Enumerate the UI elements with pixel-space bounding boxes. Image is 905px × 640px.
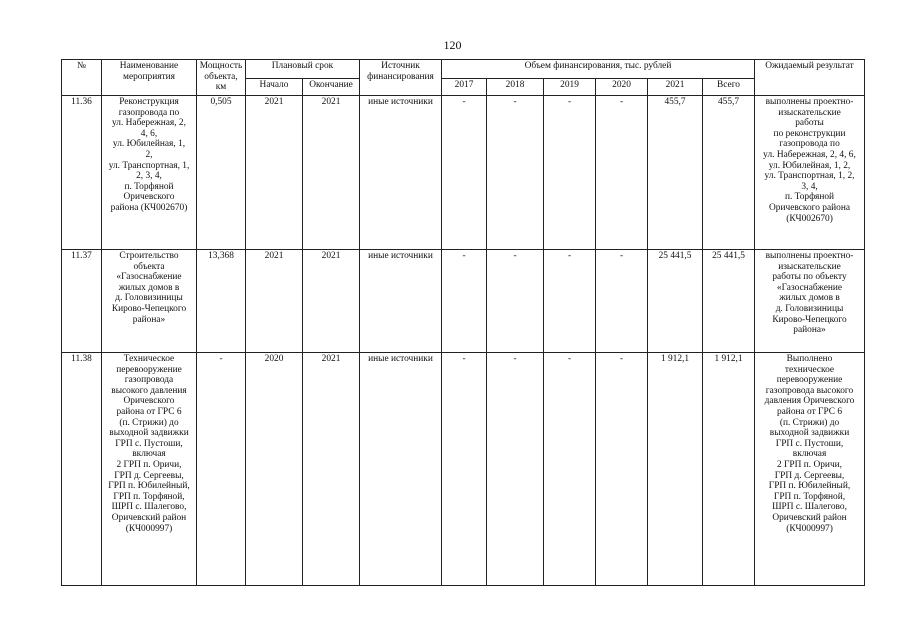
header-funding-volume: Объем финансирования, тыс. рублей [442, 60, 755, 79]
header-no: № [62, 60, 102, 96]
row-2020: - [596, 353, 648, 586]
header-year-2021: 2021 [648, 79, 703, 96]
row-source: иные источники [360, 353, 442, 586]
row-2021: 25 441,5 [648, 250, 703, 353]
header-year-2017: 2017 [442, 79, 487, 96]
header-planned-term: Плановый срок [246, 60, 360, 79]
financing-table [61, 59, 865, 586]
row-end: 2021 [303, 96, 360, 250]
row-start: 2021 [246, 96, 303, 250]
row-start: 2020 [246, 353, 303, 586]
row-capacity: 13,368 [197, 250, 246, 353]
row-no: 11.36 [62, 96, 102, 250]
row-result: Выполнено техническое перевооружение газопровода высокого давления Оричевского района от ГРС 6 (п. Стрижи) до выходной задвижки ГРП с. Пустоши, включая 2 ГРП п. Оричи, ГРП д. Сергеевы, ГРП п. Юбилейный, ГРП п. Торфяной, ШРП с. Шалегово, Оричевский район (КЧ000997) [755, 353, 865, 586]
row-total: 25 441,5 [703, 250, 755, 353]
row-no: 11.37 [62, 250, 102, 353]
row-total: 455,7 [703, 96, 755, 250]
row-result: выполнены проектно- изыскательские работы по объекту «Газоснабжение жилых домов в д. Головизиницы Кирово-Чепецкого района» [755, 250, 865, 353]
row-name: Строительство объекта «Газоснабжение жилых домов в д. Головизиницы Кирово-Чепецкого района» [102, 250, 197, 353]
row-name: Реконструкция газопровода по ул. Набережная, 2, 4, 6, ул. Юбилейная, 1, 2, ул. Транспортная, 1, 2, 3, 4, п. Торфяной Оричевского района (КЧ002670) [102, 96, 197, 250]
row-2017: - [442, 353, 487, 586]
header-end: Окончание [303, 79, 360, 96]
header-name: Наименование мероприятия [102, 60, 197, 96]
header-year-2020: 2020 [596, 79, 648, 96]
row-start: 2021 [246, 250, 303, 353]
row-2019: - [544, 250, 596, 353]
row-2021: 1 912,1 [648, 353, 703, 586]
row-2018: - [487, 353, 544, 586]
header-source: Источник финансирования [360, 60, 442, 96]
page-number: 120 [443, 38, 462, 52]
row-2017: - [442, 250, 487, 353]
row-2020: - [596, 96, 648, 250]
row-2019: - [544, 96, 596, 250]
row-source: иные источники [360, 250, 442, 353]
header-total: Всего [703, 79, 755, 96]
row-source: иные источники [360, 96, 442, 250]
row-2019: - [544, 353, 596, 586]
row-no: 11.38 [62, 353, 102, 586]
row-2021: 455,7 [648, 96, 703, 250]
table-row [62, 250, 865, 353]
header-capacity: Мощность объекта, км [197, 60, 246, 96]
row-2018: - [487, 250, 544, 353]
row-end: 2021 [303, 250, 360, 353]
row-end: 2021 [303, 353, 360, 586]
row-2018: - [487, 96, 544, 250]
row-2020: - [596, 250, 648, 353]
header-expected-result: Ожидаемый результат [755, 60, 865, 96]
row-total: 1 912,1 [703, 353, 755, 586]
header-year-2019: 2019 [544, 79, 596, 96]
row-capacity: 0,505 [197, 96, 246, 250]
row-capacity: - [197, 353, 246, 586]
header-start: Начало [246, 79, 303, 96]
row-name: Техническое перевооружение газопровода высокого давления Оричевского района от ГРС 6 (п. Стрижи) до выходной задвижки ГРП с. Пустоши, включая 2 ГРП п. Оричи, ГРП д. Сергеевы, ГРП п. Юбилейный, ГРП п. Торфяной, ШРП с. Шалегово, Оричевский район (КЧ000997) [102, 353, 197, 586]
row-result: выполнены проектно- изыскательские работы по реконструкции газопровода по ул. Набережная, 2, 4, 6, ул. Юбилейная, 1, 2, ул. Транспортная, 1, 2, 3, 4, п. Торфяной Оричевского района (КЧ002670) [755, 96, 865, 250]
row-2017: - [442, 96, 487, 250]
table-row [62, 96, 865, 250]
table-row [62, 353, 865, 586]
header-year-2018: 2018 [487, 79, 544, 96]
